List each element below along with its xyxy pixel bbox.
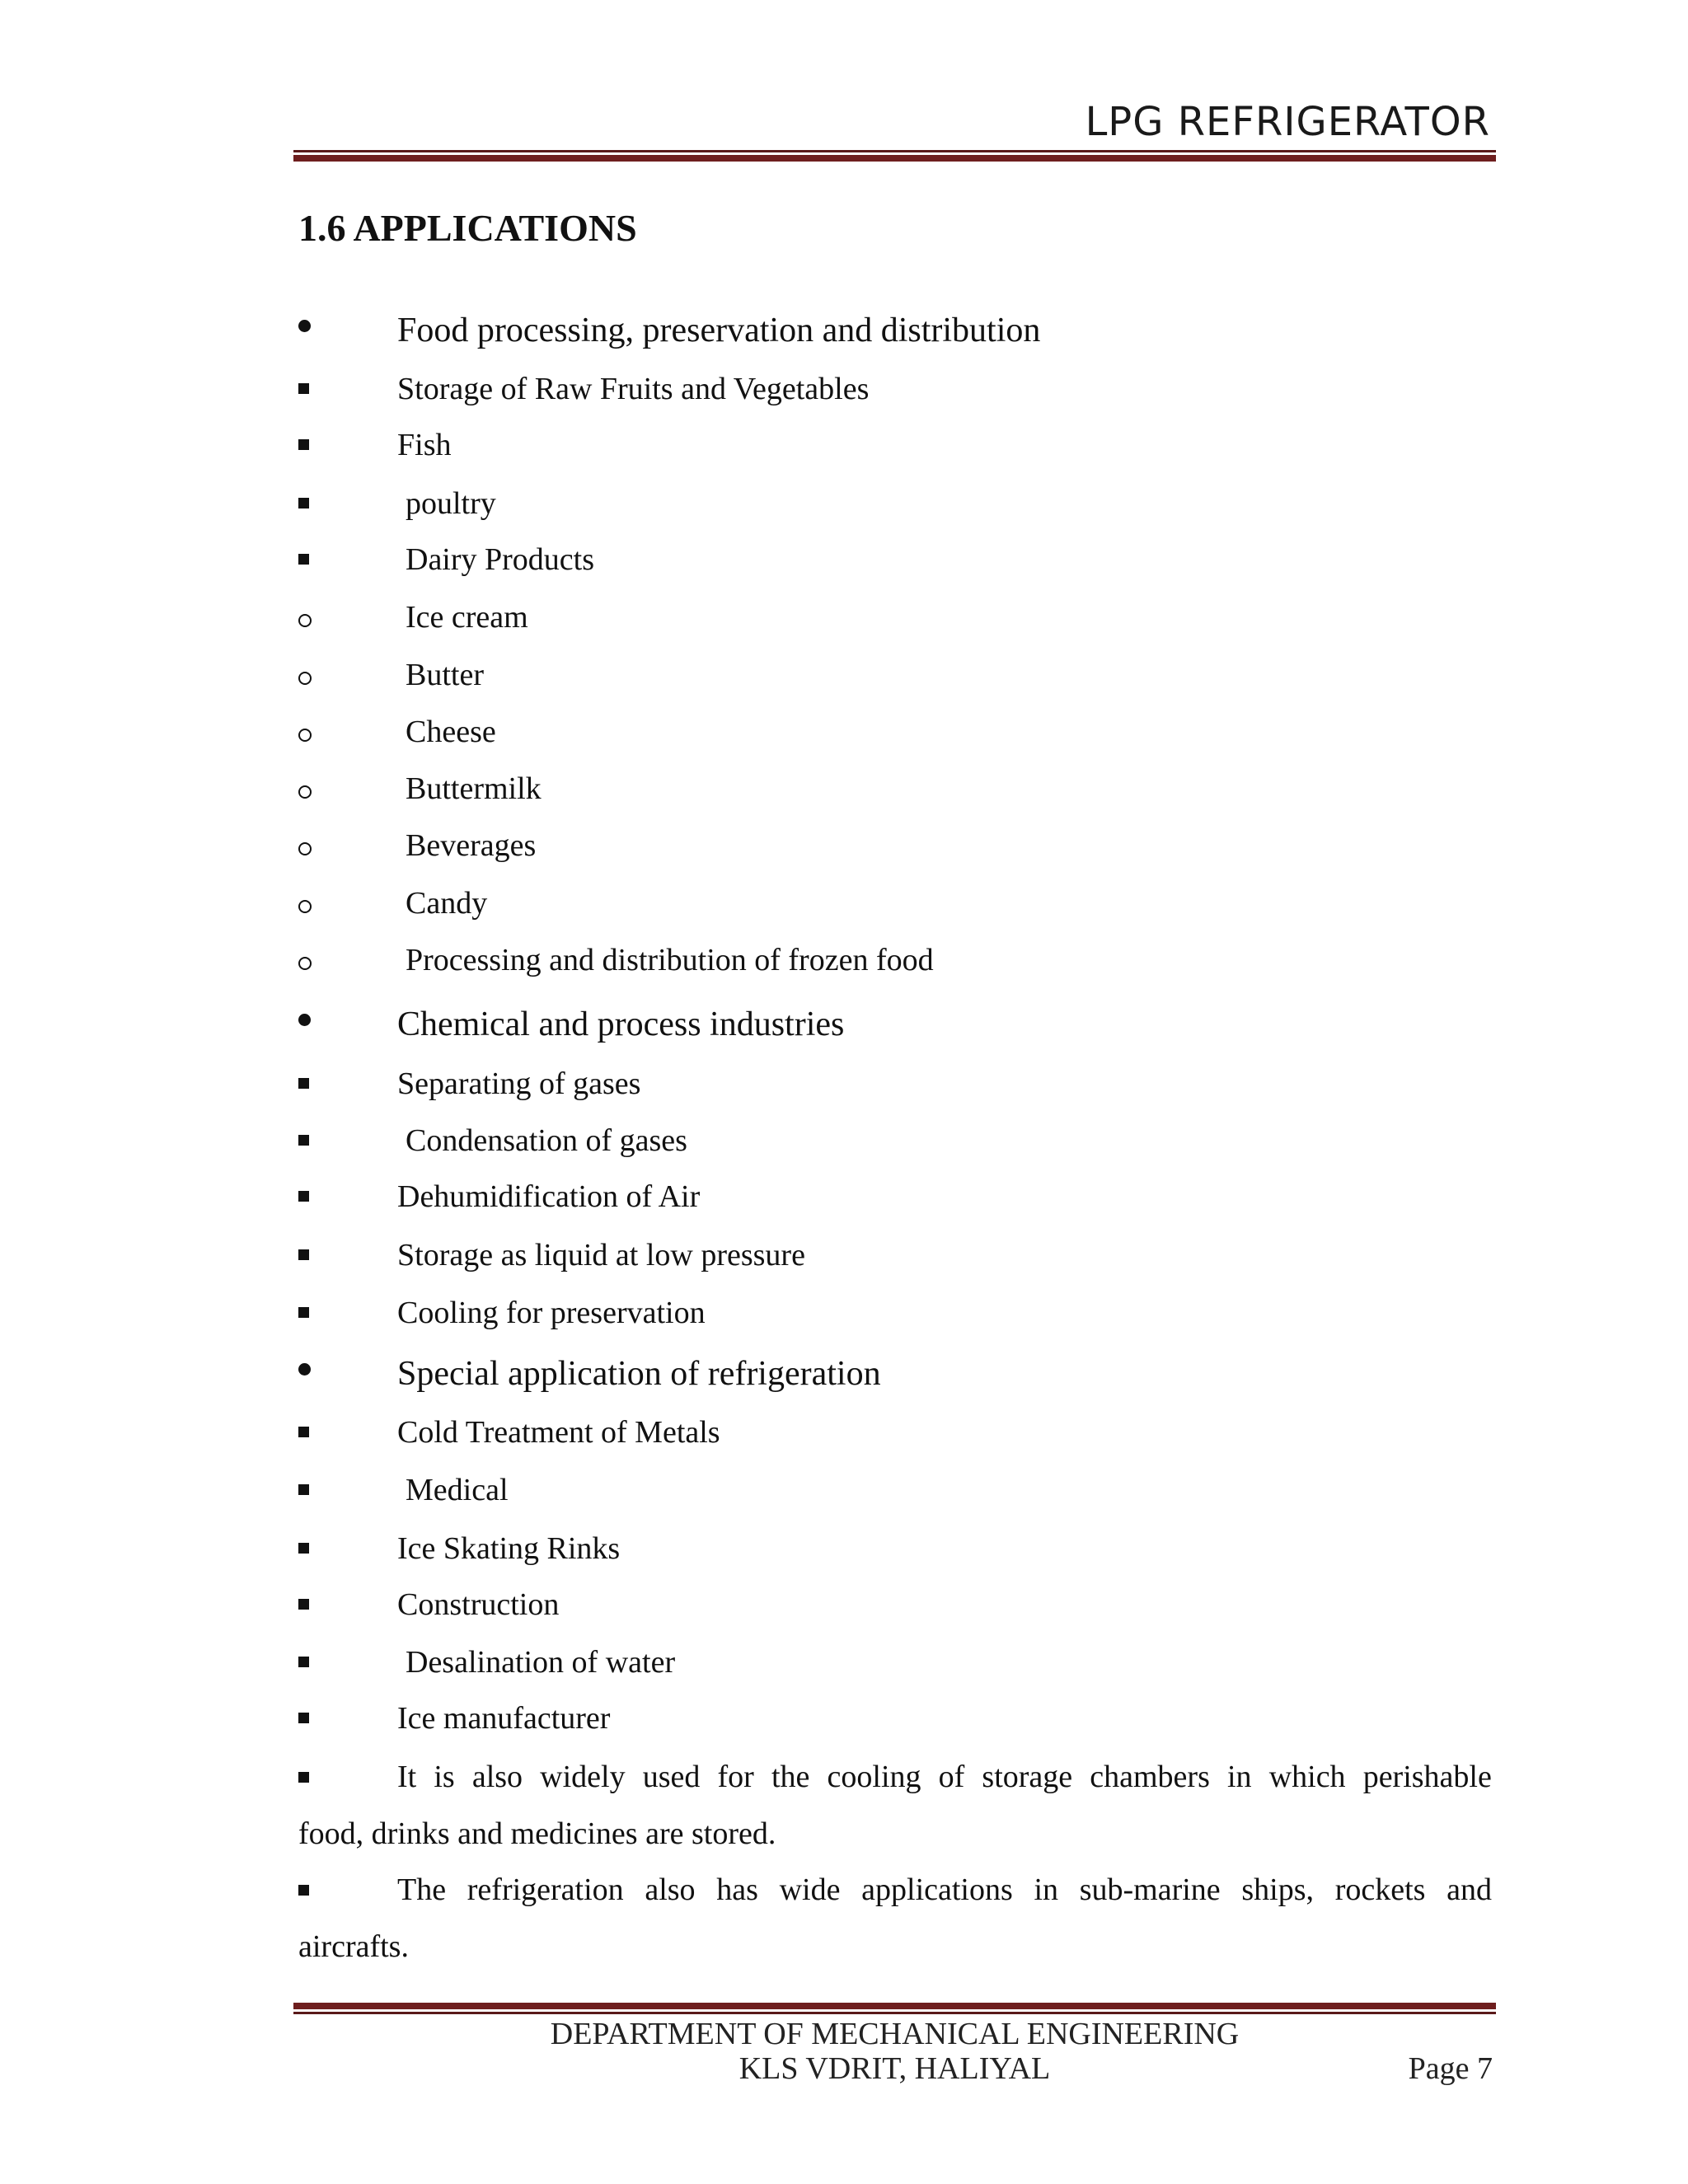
- square-bullet-icon: [298, 1135, 309, 1146]
- paragraph-1-line-1: It is also widely used for the cooling of storage chambers in which perishable: [397, 1760, 1492, 1794]
- circle-bullet-icon: [298, 785, 312, 799]
- circle-bullet-icon: [298, 900, 312, 913]
- disc-bullet-icon: [298, 320, 311, 332]
- disc-bullet-icon: [298, 1363, 311, 1376]
- square-bullet-icon: [298, 1713, 309, 1723]
- square-bullet-icon: [298, 1078, 309, 1089]
- list-item-text: poultry: [406, 486, 496, 521]
- paragraph-1-line-2: food, drinks and medicines are stored.: [298, 1816, 776, 1851]
- list-item-text: Butter: [406, 658, 484, 692]
- list-item-text: Ice Skating Rinks: [397, 1531, 621, 1566]
- list-item-text: Condensation of gases: [406, 1123, 687, 1158]
- list-item-text: Storage of Raw Fruits and Vegetables: [397, 372, 870, 406]
- footer-institute: KLS VDRIT, HALIYAL: [738, 2051, 1051, 2086]
- circle-bullet-icon: [298, 672, 312, 685]
- square-bullet-icon: [298, 1599, 309, 1610]
- section-title: 1.6 APPLICATIONS: [298, 207, 637, 249]
- square-bullet-icon: [298, 383, 309, 394]
- list-item-text: Ice cream: [406, 600, 528, 635]
- paragraph-2-line-2: aircrafts.: [298, 1929, 409, 1964]
- square-bullet-icon: [298, 1249, 309, 1260]
- list-item-text: Cheese: [406, 715, 496, 749]
- square-bullet-icon: [298, 1191, 309, 1202]
- circle-bullet-icon: [298, 614, 312, 627]
- list-item-text: Desalination of water: [406, 1645, 676, 1680]
- disc-bullet-icon: [298, 1014, 311, 1026]
- square-bullet-icon: [298, 1543, 309, 1554]
- list-item-text: Chemical and process industries: [397, 1005, 845, 1043]
- list-item-text: Separating of gases: [397, 1066, 641, 1101]
- list-item-text: Processing and distribution of frozen food: [406, 943, 934, 977]
- square-bullet-icon: [298, 1657, 309, 1667]
- list-item-text: Fish: [397, 428, 452, 462]
- list-item-text: Cold Treatment of Metals: [397, 1415, 720, 1450]
- square-bullet-icon: [298, 498, 309, 509]
- list-item-text: Dairy Products: [406, 542, 595, 577]
- list-item-text: Special application of refrigeration: [397, 1355, 881, 1393]
- square-bullet-icon: [298, 1307, 309, 1318]
- list-item-text: Food processing, preservation and distribution: [397, 312, 1041, 349]
- square-bullet-icon: [298, 1772, 309, 1783]
- list-item-text: Buttermilk: [406, 771, 542, 806]
- paragraph-2-line-1: The refrigeration also has wide applications in sub-marine ships, rockets and: [397, 1872, 1492, 1907]
- paragraph-1: [298, 1749, 1492, 1863]
- circle-bullet-icon: [298, 842, 312, 855]
- square-bullet-icon: [298, 439, 309, 450]
- paragraph-2: [298, 1862, 1492, 1975]
- list-item-text: Beverages: [406, 828, 537, 863]
- list-item-text: Construction: [397, 1587, 560, 1622]
- page-header-title: LPG REFRIGERATOR: [1085, 99, 1490, 145]
- list-item-text: Dehumidification of Air: [397, 1179, 701, 1214]
- square-bullet-icon: [298, 1484, 309, 1495]
- list-item-text: Candy: [406, 886, 488, 921]
- list-item-text: Storage as liquid at low pressure: [397, 1238, 805, 1272]
- list-item-text: Medical: [406, 1473, 509, 1507]
- header-rule: [293, 150, 1496, 162]
- footer-rule: [293, 2003, 1496, 2014]
- square-bullet-icon: [298, 1885, 309, 1896]
- square-bullet-icon: [298, 1427, 309, 1437]
- list-item-text: Cooling for preservation: [397, 1296, 706, 1330]
- footer-department: DEPARTMENT OF MECHANICAL ENGINEERING: [550, 2017, 1240, 2051]
- square-bullet-icon: [298, 554, 309, 565]
- circle-bullet-icon: [298, 957, 312, 970]
- page-number: Page 7: [1408, 2051, 1493, 2086]
- list-item-text: Ice manufacturer: [397, 1701, 611, 1736]
- circle-bullet-icon: [298, 729, 312, 742]
